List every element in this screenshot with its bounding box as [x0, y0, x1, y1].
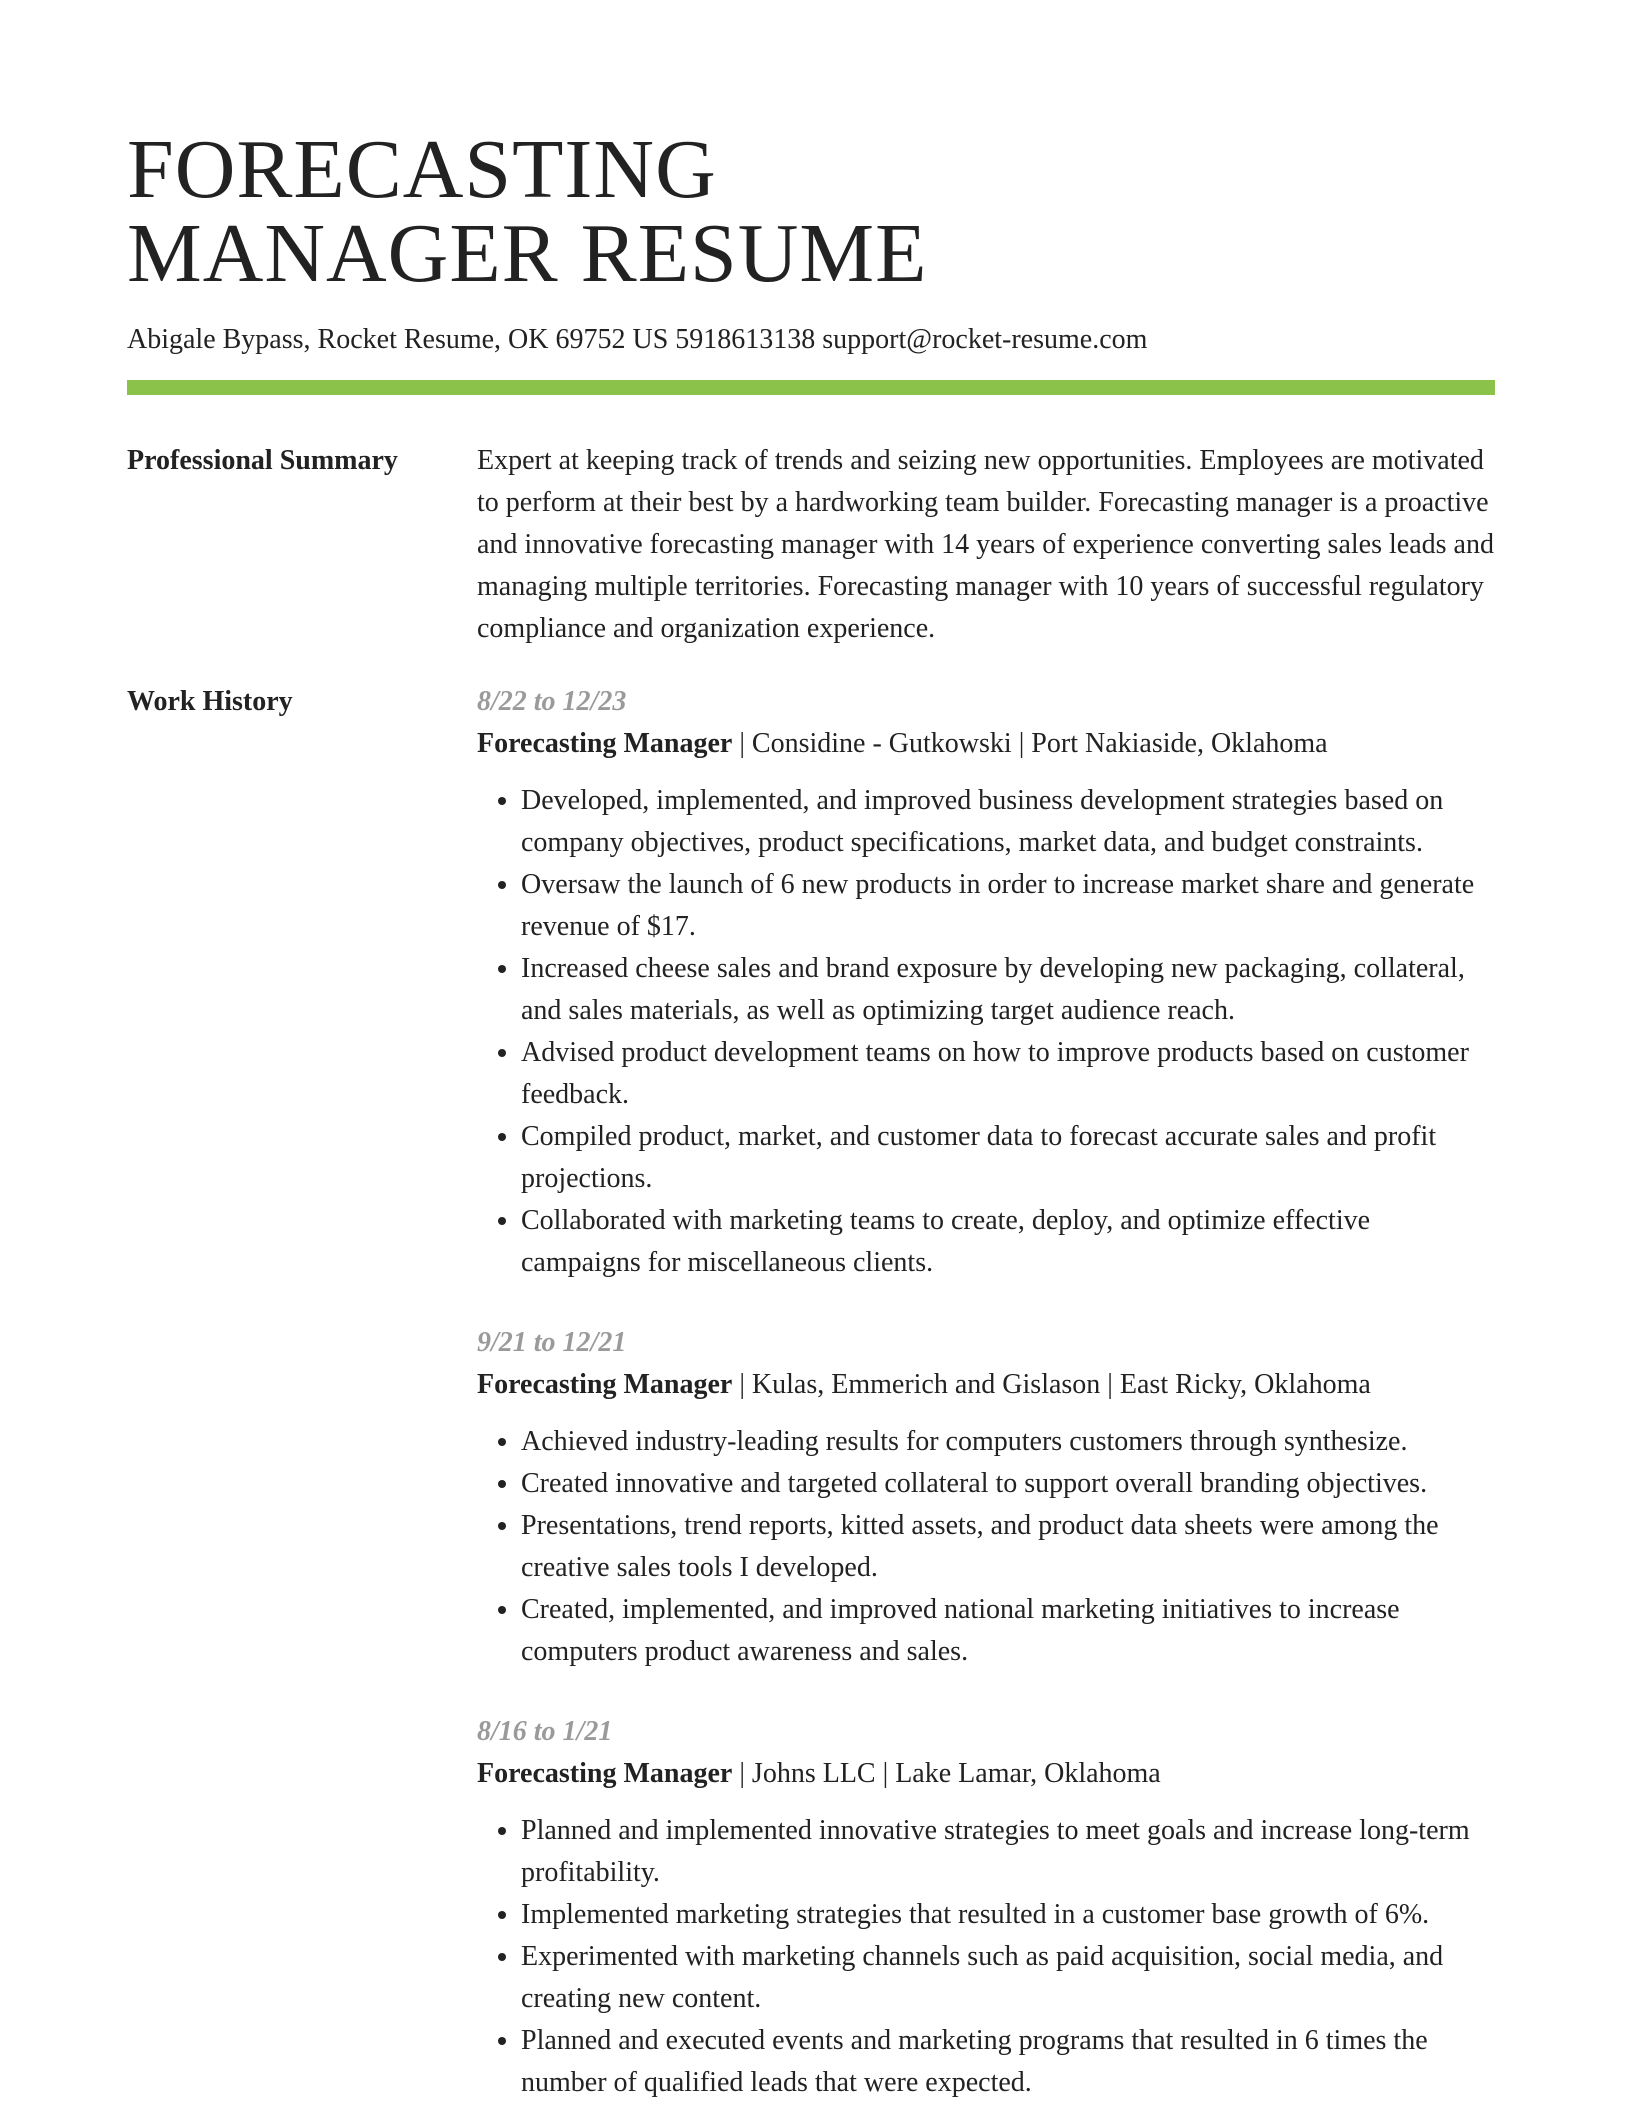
job-bullet: • Advised product development teams on how to improve products based on customer feedback. — [521, 1032, 1495, 1116]
work-history-heading: Work History — [127, 686, 293, 717]
job-bullet: • Oversaw the launch of 6 new products in order to increase market share and generate revenue of $17. — [521, 864, 1495, 948]
job-dates: 8/22 to 12/23 — [477, 686, 627, 717]
resume-title-line-2: MANAGER RESUME — [127, 207, 928, 300]
job-heading — [477, 1753, 1495, 1795]
job-title: Forecasting Manager — [477, 728, 733, 759]
job-company-location: | Considine - Gutkowski | Port Nakiaside, Oklahoma — [732, 728, 1328, 759]
job-bullet: • Collaborated with marketing teams to create, deploy, and optimize effective campaigns for miscellaneous clients. — [521, 1200, 1495, 1284]
job-bullet: • Planned and implemented innovative strategies to meet goals and increase long-term profitability. — [521, 1810, 1495, 1894]
job-bullet: • Achieved industry-leading results for computers customers through synthesize. — [521, 1421, 1495, 1463]
job-title: Forecasting Manager — [477, 1758, 733, 1789]
resume-title-line-1: FORECASTING — [127, 123, 717, 216]
header-divider — [127, 380, 1495, 395]
resume-title — [127, 0, 1495, 300]
work-history-body — [477, 681, 1495, 2104]
job-bullet: • Planned and executed events and marketing programs that resulted in 6 times the number of qualified leads that were expected. — [521, 2020, 1495, 2104]
contact-info: Abigale Bypass, Rocket Resume, OK 69752 US 5918613138 support@rocket-resume.com — [127, 324, 1148, 355]
job-bullet: • Presentations, trend reports, kitted assets, and product data sheets were among the creative sales tools I developed. — [521, 1505, 1495, 1589]
work-history-section — [127, 681, 1495, 2104]
job-bullet: • Created, implemented, and improved national marketing initiatives to increase computers product awareness and sales. — [521, 1589, 1495, 1673]
job-company-location: | Kulas, Emmerich and Gislason | East Ricky, Oklahoma — [732, 1369, 1371, 1400]
resume-page — [127, 0, 1495, 2104]
job-entry — [477, 1322, 1495, 1673]
job-bullet-list — [477, 1421, 1495, 1673]
job-entry — [477, 1711, 1495, 2104]
professional-summary-text: Expert at keeping track of trends and seizing new opportunities. Employees are motivated to perform at their best by a hardworking team builder. Forecasting manager is a proactive and innovative forecasting manager with 14 years of experience converting sales leads and managing multiple territories. Forecasting manager with 10 years of successful regulatory compliance and organization experience. — [477, 445, 1494, 644]
job-entry — [477, 681, 1495, 1284]
job-bullet: • Implemented marketing strategies that resulted in a customer base growth of 6%. — [521, 1894, 1495, 1936]
professional-summary-body — [477, 440, 1495, 650]
professional-summary-heading: Professional Summary — [127, 445, 398, 476]
job-bullet: • Experimented with marketing channels such as paid acquisition, social media, and creating new content. — [521, 1936, 1495, 2020]
job-title: Forecasting Manager — [477, 1369, 733, 1400]
job-bullet-list — [477, 780, 1495, 1284]
job-heading — [477, 723, 1495, 765]
job-bullet: • Developed, implemented, and improved business development strategies based on company objectives, product specifications, market data, and budget constraints. — [521, 780, 1495, 864]
job-bullet: • Created innovative and targeted collateral to support overall branding objectives. — [521, 1463, 1495, 1505]
job-bullet: • Increased cheese sales and brand exposure by developing new packaging, collateral, and sales materials, as well as optimizing target audience reach. — [521, 948, 1495, 1032]
professional-summary-section — [127, 440, 1495, 650]
job-dates: 8/16 to 1/21 — [477, 1716, 613, 1747]
job-heading — [477, 1364, 1495, 1406]
job-company-location: | Johns LLC | Lake Lamar, Oklahoma — [732, 1758, 1161, 1789]
job-bullet: • Compiled product, market, and customer data to forecast accurate sales and profit projections. — [521, 1116, 1495, 1200]
job-dates: 9/21 to 12/21 — [477, 1327, 627, 1358]
job-bullet-list — [477, 1810, 1495, 2104]
